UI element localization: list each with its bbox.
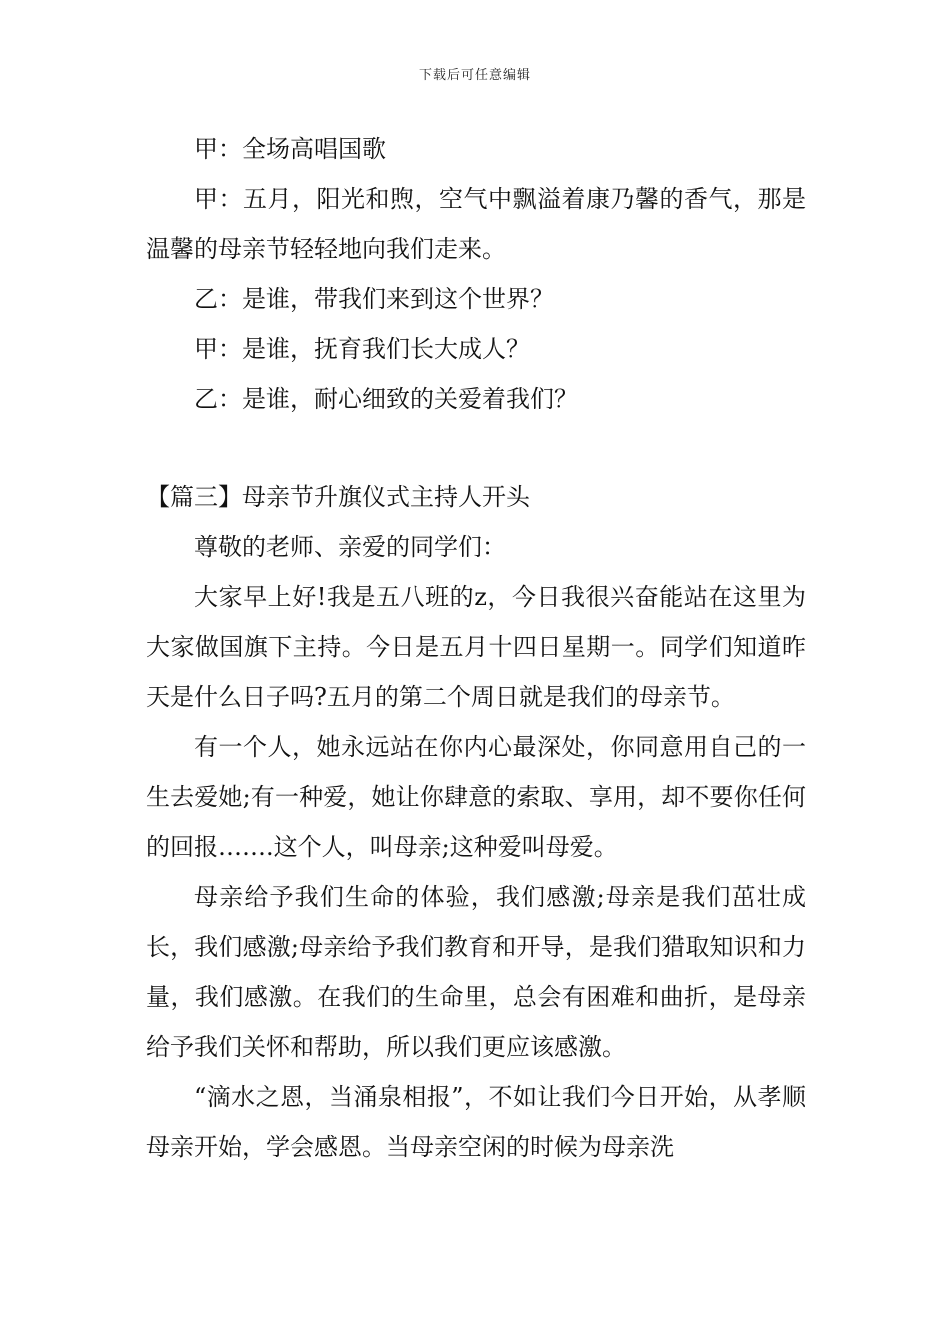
body-paragraph: 母亲给予我们生命的体验，我们感激;母亲是我们茁壮成长，我们感激;母亲给予我们教育和开导，是我们猎取知识和力量，我们感激。在我们的生命里，总会有困难和曲折，是母亲给予我们关怀和帮助，所以我们更应该感激。: [146, 883, 806, 1061]
dialogue-line: 甲：全场高唱国歌: [194, 135, 386, 163]
section-heading: 【篇三】母亲节升旗仪式主持人开头: [146, 483, 530, 511]
document-body: [146, 124, 806, 1172]
body-paragraph: 大家早上好!我是五八班的z，今日我很兴奋能站在这里为大家做国旗下主持。今日是五月十四日星期一。同学们知道昨天是什么日子吗?五月的第二个周日就是我们的母亲节。: [146, 583, 806, 711]
dialogue-line: 乙：是谁，带我们来到这个世界？: [194, 285, 554, 313]
section-spacer: [146, 424, 806, 472]
dialogue-line: 甲：是谁，抚育我们长大成人？: [194, 335, 530, 363]
dialogue-line: 甲：五月，阳光和煦，空气中飘溢着康乃馨的香气，那是温馨的母亲节轻轻地向我们走来。: [146, 185, 806, 263]
body-paragraph: “滴水之恩，当涌泉相报”，不如让我们今日开始，从孝顺母亲开始，学会感恩。当母亲空闲的时候为母亲洗: [146, 1083, 806, 1161]
body-paragraph: 有一个人，她永远站在你内心最深处，你同意用自己的一生去爱她;有一种爱，她让你肆意的索取、享用，却不要你任何的回报…….这个人，叫母亲;这种爱叫母爱。: [146, 733, 806, 861]
page-header-note: 下载后可任意编辑: [418, 68, 531, 83]
dialogue-line: 乙：是谁，耐心细致的关爱着我们？: [194, 385, 578, 413]
body-paragraph: 尊敬的老师、亲爱的同学们：: [194, 533, 506, 561]
